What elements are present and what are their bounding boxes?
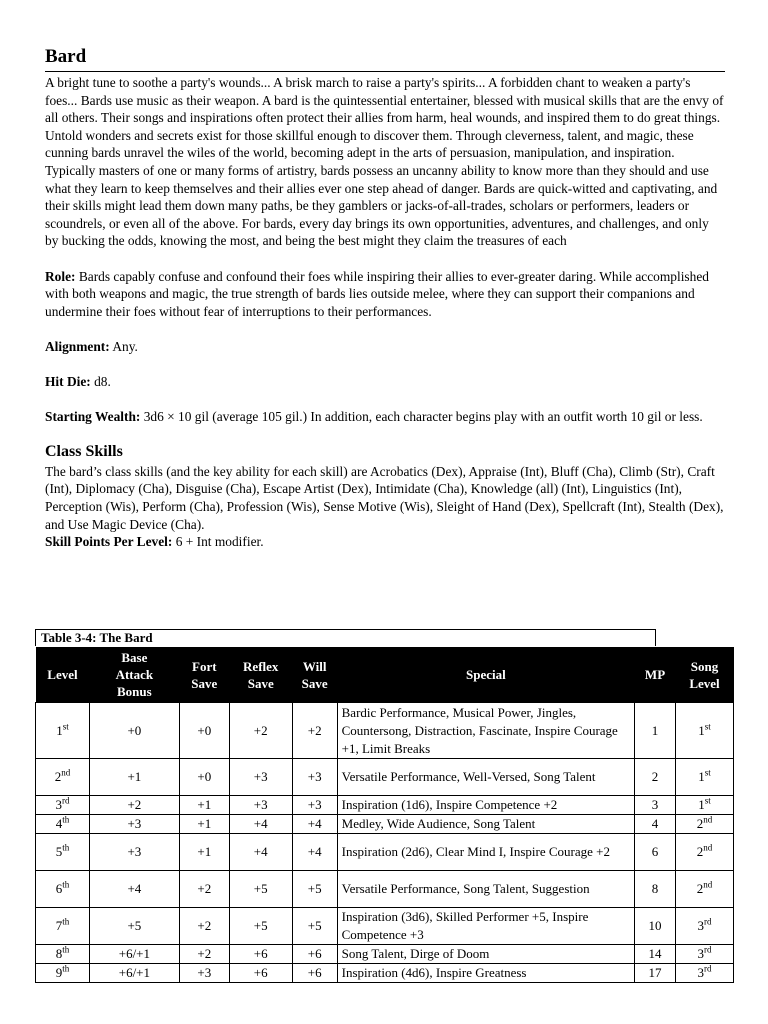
cell-bab: +6/+1 [89,945,179,964]
cell-song-level: 1st [676,703,734,759]
skill-points-paragraph [45,533,725,551]
role-paragraph [45,268,725,321]
cell-level: 6th [36,871,90,908]
header-mp: MP [635,647,676,703]
cell-level: 8th [36,945,90,964]
cell-mp: 8 [635,871,676,908]
cell-special: Inspiration (2d6), Clear Mind I, Inspire Courage +2 [337,834,634,871]
cell-mp: 10 [635,908,676,945]
cell-fort: +0 [179,703,229,759]
cell-special: Versatile Performance, Song Talent, Suggestion [337,871,634,908]
header-song-level: Song Level [676,647,734,703]
cell-fort: +2 [179,945,229,964]
cell-reflex: +2 [229,703,292,759]
cell-bab: +0 [89,703,179,759]
table-caption: Table 3-4: The Bard [35,629,656,646]
bard-progression-table [35,647,734,983]
class-skills-paragraph: The bard’s class skills (and the key ability for each skill) are Acrobatics (Dex), Appraise (Int), Bluff (Cha), Climb (Str), Craft (Int), Diplomacy (Cha), Disguise (Cha), Escape Artist (Dex), Intimidate (Cha), Knowledge (all) (Int), Linguistics (Int), Perception (Wis), Perform (Cha), Profession (Wis), Sense Motive (Wis), Sleight of Hand (Dex), Spellcraft (Int), Stealth (Dex), and Use Magic Device (Cha). [45,463,724,532]
cell-will: +3 [292,759,337,796]
cell-reflex: +5 [229,908,292,945]
starting-wealth-text: 3d6 × 10 gil (average 105 gil.) In addition, each character begins play with an outfit worth 10 gil or less. [140,409,703,425]
cell-fort: +2 [179,871,229,908]
cell-mp: 1 [635,703,676,759]
cell-special: Bardic Performance, Musical Power, Jingles, Countersong, Distraction, Fascinate, Inspire Courage +1, Limit Breaks [337,703,634,759]
cell-mp: 3 [635,796,676,815]
table-row [36,796,734,815]
hit-die-text: d8. [90,374,111,390]
page-title: Bard [45,46,87,67]
role-text: Bards capably confuse and confound their foes while inspiring their allies to ever-greater daring. While accomplished with both weapons and magic, the true strength of bards lies outside melee, where they can support their companions and undermine their foes without fear of interruptions to their performances. [45,268,709,319]
cell-will: +5 [292,908,337,945]
cell-special: Inspiration (4d6), Inspire Greatness [337,964,634,983]
header-fort-save: Fort Save [179,647,229,703]
cell-bab: +4 [89,871,179,908]
table-header-row [36,647,734,703]
cell-will: +6 [292,945,337,964]
cell-song-level: 3rd [676,908,734,945]
table-row [36,871,734,908]
alignment-label: Alignment: [45,338,110,354]
cell-special: Inspiration (3d6), Skilled Performer +5, Inspire Competence +3 [337,908,634,945]
cell-level: 4th [36,815,90,834]
class-skills-heading: Class Skills [45,442,123,460]
cell-song-level: 2nd [676,815,734,834]
cell-song-level: 3rd [676,945,734,964]
cell-reflex: +3 [229,796,292,815]
table-row [36,964,734,983]
cell-level: 5th [36,834,90,871]
skill-points-text: 6 + Int modifier. [172,534,264,550]
table-row [36,834,734,871]
starting-wealth-label: Starting Wealth: [45,409,141,425]
cell-song-level: 1st [676,796,734,815]
cell-fort: +1 [179,815,229,834]
cell-mp: 17 [635,964,676,983]
cell-level: 7th [36,908,90,945]
cell-special: Song Talent, Dirge of Doom [337,945,634,964]
header-level: Level [36,647,90,703]
hit-die-paragraph [45,373,725,391]
skill-points-label: Skill Points Per Level: [45,534,173,550]
cell-bab: +3 [89,834,179,871]
document-page [45,44,725,551]
cell-level: 1st [36,703,90,759]
table-row [36,945,734,964]
starting-wealth-paragraph [45,408,725,426]
cell-song-level: 2nd [676,834,734,871]
cell-will: +6 [292,964,337,983]
cell-mp: 14 [635,945,676,964]
cell-mp: 4 [635,815,676,834]
cell-song-level: 2nd [676,871,734,908]
cell-will: +4 [292,834,337,871]
cell-fort: +3 [179,964,229,983]
header-reflex-save: Reflex Save [229,647,292,703]
cell-special: Medley, Wide Audience, Song Talent [337,815,634,834]
table-row [36,759,734,796]
cell-bab: +1 [89,759,179,796]
cell-bab: +2 [89,796,179,815]
cell-reflex: +6 [229,945,292,964]
cell-fort: +1 [179,834,229,871]
cell-special: Inspiration (1d6), Inspire Competence +2 [337,796,634,815]
cell-song-level: 1st [676,759,734,796]
hit-die-label: Hit Die: [45,374,91,390]
intro-paragraph: A bright tune to soothe a party's wounds... A brisk march to raise a party's spirits... A forbidden chant to weaken a party's foes... Bards use music as their weapon. A bard is the quintessential entertainer, blessed with musical skills that are the envy of all others. Their songs and inspirations often protect their allies from harm, heal wounds, and inspired them to do great things. Untold wonders and secrets exist for those skillful enough to discover them. Through cleverness, talent, and magic, these cunning bards unravel the wiles of the world, becoming adept in the arts of persuasion, manipulation, and inspiration. Typically masters of one or many forms of artistry, bards possess an uncanny ability to know more than they should and use what they learn to keep themselves and their allies ever one step ahead of danger. Bards are quick-witted and captivating, and their skills might lead them down many paths, be they gamblers or jacks-of-all-trades, scholars or performers, leaders or scoundrels, or even all of the above. For bards, every day brings its own opportunities, adventures, and challenges, and only by bucking the odds, knowing the most, and being the best might they claim the treasures of each [45,75,724,249]
cell-fort: +2 [179,908,229,945]
cell-will: +3 [292,796,337,815]
cell-reflex: +4 [229,834,292,871]
cell-song-level: 3rd [676,964,734,983]
cell-bab: +6/+1 [89,964,179,983]
cell-reflex: +6 [229,964,292,983]
cell-level: 2nd [36,759,90,796]
role-label: Role: [45,268,76,284]
cell-fort: +1 [179,796,229,815]
cell-level: 3rd [36,796,90,815]
cell-will: +5 [292,871,337,908]
cell-reflex: +5 [229,871,292,908]
table-row [36,703,734,759]
alignment-text: Any. [109,338,138,354]
cell-will: +4 [292,815,337,834]
header-will-save: Will Save [292,647,337,703]
alignment-paragraph [45,338,725,356]
cell-will: +2 [292,703,337,759]
cell-special: Versatile Performance, Well-Versed, Song Talent [337,759,634,796]
title-rule [45,71,725,72]
table-row [36,908,734,945]
cell-bab: +3 [89,815,179,834]
cell-fort: +0 [179,759,229,796]
header-base-attack-bonus: Base Attack Bonus [89,647,179,703]
header-special: Special [337,647,634,703]
cell-bab: +5 [89,908,179,945]
cell-mp: 6 [635,834,676,871]
cell-reflex: +4 [229,815,292,834]
table-row [36,815,734,834]
cell-reflex: +3 [229,759,292,796]
cell-level: 9th [36,964,90,983]
cell-mp: 2 [635,759,676,796]
